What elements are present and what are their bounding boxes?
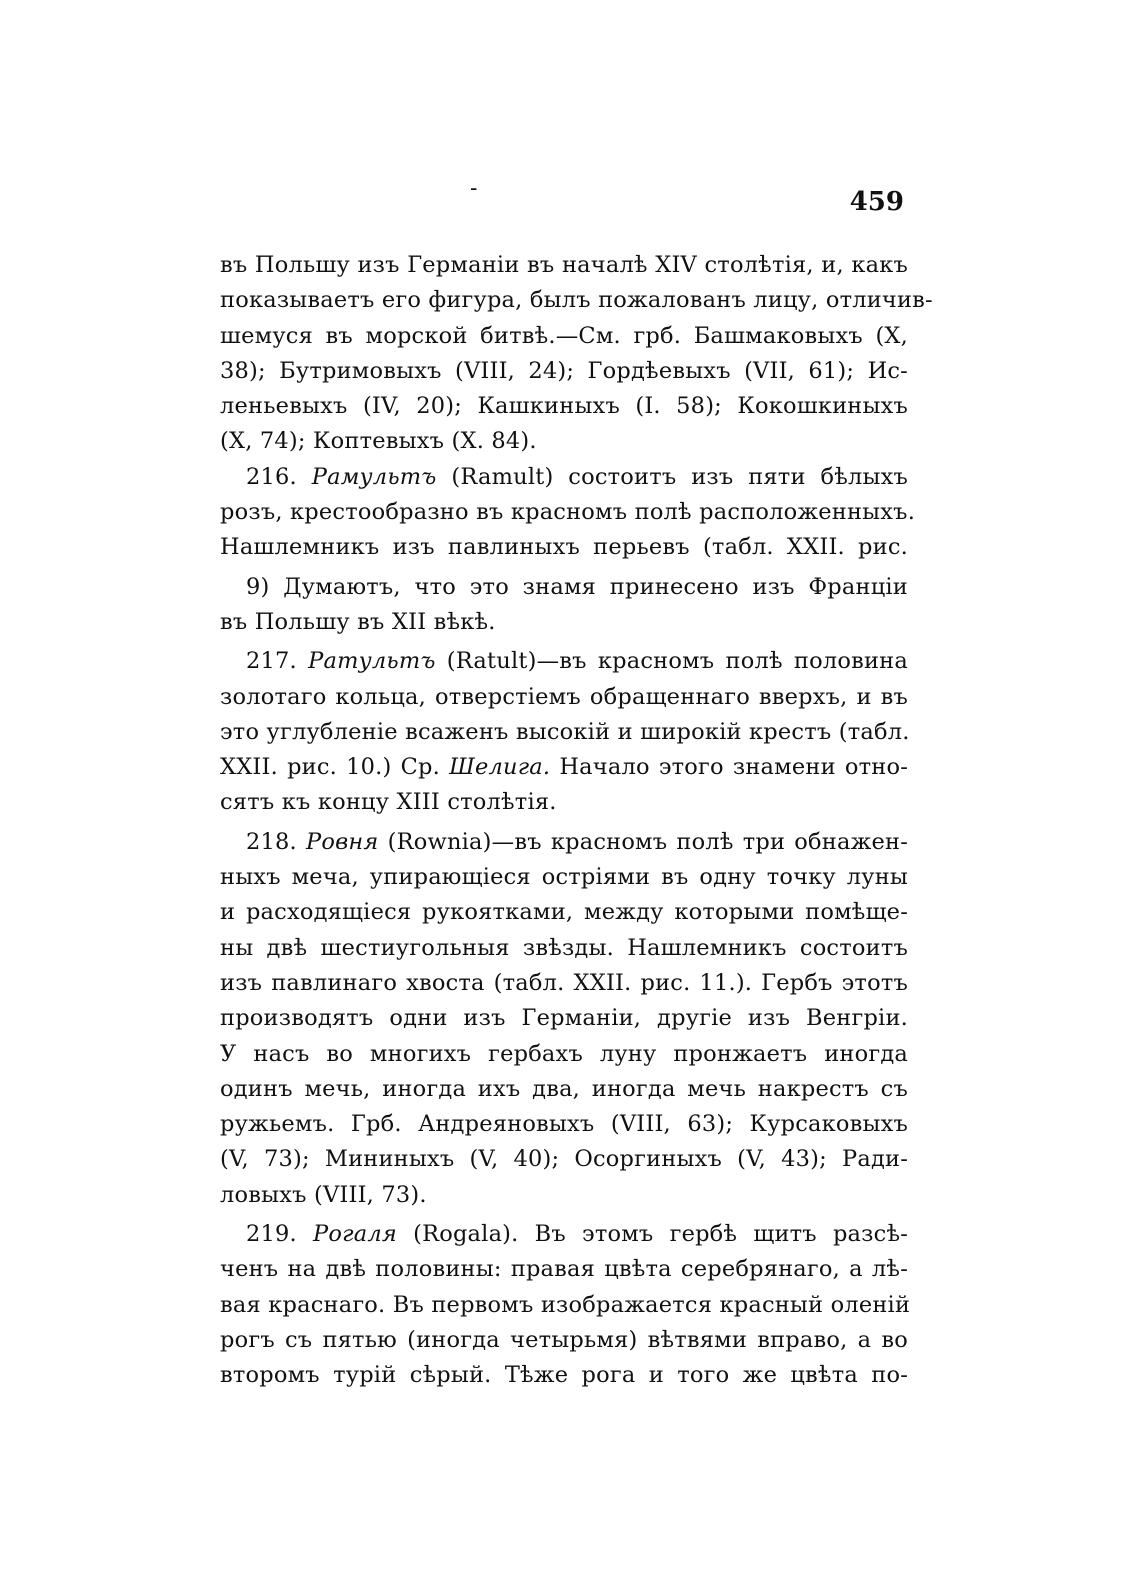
text-line: ныхъ меча, упирающіеся остріями въ одну точку луны [220,864,908,891]
text-line: 38); Бутримовыхъ (VIII, 24); Гордѣевыхъ (VII, 61); Ис- [220,357,908,384]
text-line: (V, 73); Мининыхъ (V, 40); Осоргиныхъ (V, 43); Ради- [220,1146,908,1173]
entry-218-heading: 218. Ровня (Rownia)—въ красномъ полѣ три обнажен- [246,828,908,855]
text-line: одинъ мечь, иногда ихъ два, иногда мечь накрестъ съ [220,1075,908,1102]
text-line: ны двѣ шестиугольныя звѣзды. Нашлемникъ состоитъ [220,934,908,961]
text-line: вая краснаго. Въ первомъ изображается красный оленій [220,1291,911,1318]
text-line: XXII. рис. 10.) Ср. Шелига. Начало этого знамени отно- [220,754,909,781]
text-line: У насъ во многихъ гербахъ луну пронжаетъ иногда [220,1040,908,1067]
body-text [220,248,933,1394]
cross-reference: Шелига. [449,754,551,781]
text-line: это углубленіе всаженъ высокій и широкій крестъ (табл. [220,718,910,745]
entry-216-heading: 216. Рамультъ (Ramult) состоитъ изъ пяти бѣлыхъ [246,463,909,490]
entry-217-heading: 217. Ратультъ (Ratult)—въ красномъ полѣ половина [246,648,908,675]
text-line: сятъ къ концу XIII столѣтія. [220,789,557,816]
text-line: въ Польшу изъ Германіи въ началѣ XIV столѣтія, и, какъ [220,252,908,278]
text-line: Нашлемникъ изъ павлиныхъ перьевъ (табл. XXII. рис. [220,534,908,561]
text-line: ружьемъ. Грб. Андреяновыхъ (VIII, 63); Курсаковыхъ [220,1111,908,1138]
text-line: (X, 74); Коптевыхъ (X. 84). [220,428,537,455]
text-line: и расходящіеся рукоятками, между которыми помѣще- [220,899,908,926]
text-line: изъ павлинаго хвоста (табл. XXII. рис. 11.). Гербъ этотъ [220,969,908,996]
entry-217-name: Ратультъ [308,648,436,675]
entry-219-name: Рогаля [313,1221,397,1248]
text-line: производятъ одни изъ Германіи, другіе изъ Венгріи. [220,1005,908,1032]
text-line: ченъ на двѣ половины: правая цвѣта серебрянаго, а лѣ- [220,1256,908,1283]
text-line: второмъ турій сѣрый. Тѣже рога и того же цвѣта по- [220,1362,908,1389]
text-line: рогъ съ пятью (иногда четырьмя) вѣтвями вправо, а во [220,1326,908,1353]
text-line: золотаго кольца, отверстіемъ обращеннаго вверхъ, и въ [220,683,908,710]
entry-216-name: Рамультъ [311,463,437,490]
text-line: показываетъ его фигура, былъ пожалованъ лицу, отличив- [220,287,933,314]
text-line: ловыхъ (VIII, 73). [220,1181,427,1208]
entry-219-heading: 219. Рогаля (Rogala). Въ этомъ гербѣ щитъ разсѣ- [246,1221,909,1248]
text-line: розъ, крестообразно въ красномъ полѣ расположенныхъ. [220,499,916,526]
header-dash: - [470,176,478,201]
text-line: 9) Думаютъ, что это знамя принесено изъ Франціи [246,573,908,600]
text-line: шемуся въ морской битвѣ.—См. грб. Башмаковыхъ (X, [220,322,908,349]
page-number: 459 [849,187,904,217]
text-line: въ Польшу въ XII вѣкѣ. [220,608,496,635]
entry-218-name: Ровня [306,828,379,855]
text-line: леньевыхъ (IV, 20); Кашкиныхъ (I. 58); Кокошкиныхъ [220,393,908,420]
